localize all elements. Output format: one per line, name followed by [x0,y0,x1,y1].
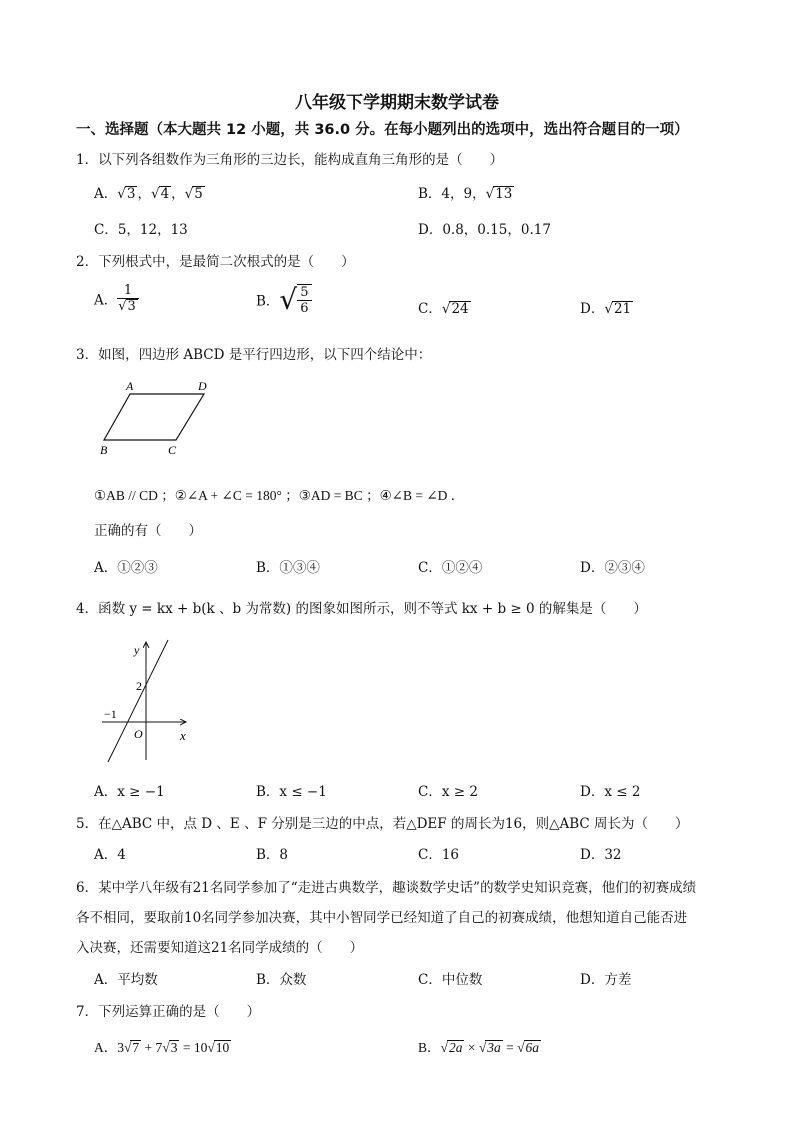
fraction [297,284,311,316]
linear-function-graph [100,636,200,766]
coefficient: 3 [117,1040,124,1055]
radicand: 3 [170,1040,178,1055]
question-1-option-c: C．5，12，13 [94,222,188,238]
denominator: 6 [300,300,309,316]
question-2-option-c: C．√24 [418,301,469,317]
question-6-option-a: A．平均数 [94,972,158,988]
question-3-prompt: 正确的有（ ） [94,523,202,539]
vertex-label-c: C [168,443,177,457]
question-2-option-b: B．√ $\frac{5}{6}$ [256,283,312,316]
option-label: B． [418,186,442,202]
question-3-stem: 3．如图，四边形 ABCD 是平行四边形，以下四个结论中： [76,347,432,363]
numerator: 5 [297,285,311,301]
numerator: 1 [117,283,139,299]
question-3-option-a: A．①②③ [94,560,158,576]
question-4-option-d: D．x ≤ 2 [580,784,641,800]
question-4-option-a: A．x ≥ −1 [94,784,165,800]
radicand: 3a [487,1040,501,1055]
option-label: D． [580,301,605,317]
radicand: 4 [160,186,170,202]
question-2-stem: 2．下列根式中，是最简二次根式的是（ ） [76,254,355,270]
question-1-option-b: B．4，9，√13 [418,186,513,202]
radicand: 7 [132,1040,140,1055]
question-3-statements: ①AB // CD ；②∠A + ∠C = 180° ；③AD = BC ；④∠B = ∠D ． [94,488,465,503]
question-1-option-a: A．√3 ，√4 ，√5 [94,186,203,202]
question-3-option-c: C．①②④ [418,560,483,576]
vertex-label-b: B [100,443,108,457]
option-label: B． [418,1040,441,1055]
question-4-stem: 4．函数 y = kx + b(k 、b 为常数) 的图象如图所示，则不等式 kx + b ≥ 0 的解集是（ ） [76,601,647,617]
fraction: $\frac{1}{√3}$ [117,283,139,314]
equals-text: = 10 [179,1040,208,1055]
radicand: 6a [525,1040,540,1055]
option-label: C． [418,301,442,317]
x-axis-label: x [180,728,186,743]
question-6-line-3: 入决赛，还需要知道这21名同学成绩的（ ） [76,940,364,956]
radicand: 10 [215,1040,230,1055]
question-2-option-d: D．√21 [580,301,632,317]
question-5-stem: 5．在△ABC 中，点 D 、E 、F 分别是三边的中点，若△DEF 的周长为16，则△ABC 周长为（ ） [76,816,689,832]
question-7-option-a: A．3√7 + 7√3 = 10√10 [94,1040,230,1055]
question-5-option-d: D．32 [580,847,622,863]
parallelogram-shape [104,394,204,440]
y-axis-label: y [134,643,140,657]
radicand: 21 [613,301,632,317]
question-1-stem: 1．以下列各组数作为三角形的三边长，能构成直角三角形的是（ ） [76,152,504,168]
page-title: 八年级下学期期末数学试卷 [295,93,499,113]
radicand: 24 [451,301,469,317]
radicand: 2a [448,1040,463,1055]
operator-text: × [464,1040,479,1055]
option-label: A． [94,292,118,309]
question-1-option-d: D．0.8，0.15，0.17 [418,222,551,238]
vertex-label-d: D [198,380,207,393]
question-5-option-b: B．8 [256,847,289,863]
x-intercept-label: −1 [104,707,117,721]
origin-label: O [134,727,143,741]
y-intercept-label: 2 [136,679,142,693]
question-6-option-d: D．方差 [580,972,632,988]
radicand: 3 [126,186,136,202]
operator-text: + 7 [141,1040,163,1055]
equals-text: = [502,1040,518,1055]
question-6-option-c: C．中位数 [418,972,483,988]
option-text: 4，9， [441,186,486,202]
question-4-option-b: B．x ≤ −1 [256,784,327,800]
parallelogram-figure [96,380,216,460]
radicand: 5 [194,186,203,202]
question-4-option-c: C．x ≥ 2 [418,784,478,800]
question-5-option-a: A．4 [94,847,126,863]
question-6-option-b: B．众数 [256,972,307,988]
option-label: A． [94,186,118,202]
question-5-option-c: C．16 [418,847,460,863]
question-6-line-1: 6．某中学八年级有21名同学参加了“走进古典数学，趣谈数学史话”的数学史知识竞赛，他们的初赛成绩 [76,880,697,896]
question-3-option-d: D．②③④ [580,560,645,576]
vertex-label-a: A [126,380,134,393]
question-6-line-2: 各不相同，要取前10名同学参加决赛，其中小智同学已经知道了自己的初赛成绩，他想知道自己能否进 [76,910,688,926]
question-7-option-b: B．√2a × √3a = √6a [418,1040,540,1055]
section-heading: 一、选择题（本大题共 12 小题，共 36.0 分。在每小题列出的选项中，选出符合题目的一项） [76,122,689,138]
radicand: 3 [127,299,136,314]
option-label: B． [256,293,280,310]
function-line [108,640,168,762]
radicand: 13 [495,186,513,202]
question-3-option-b: B．①③④ [256,560,320,576]
option-label: A． [94,1040,118,1055]
question-2-option-a [94,283,139,314]
question-7-stem: 7．下列运算正确的是（ ） [76,1004,261,1020]
